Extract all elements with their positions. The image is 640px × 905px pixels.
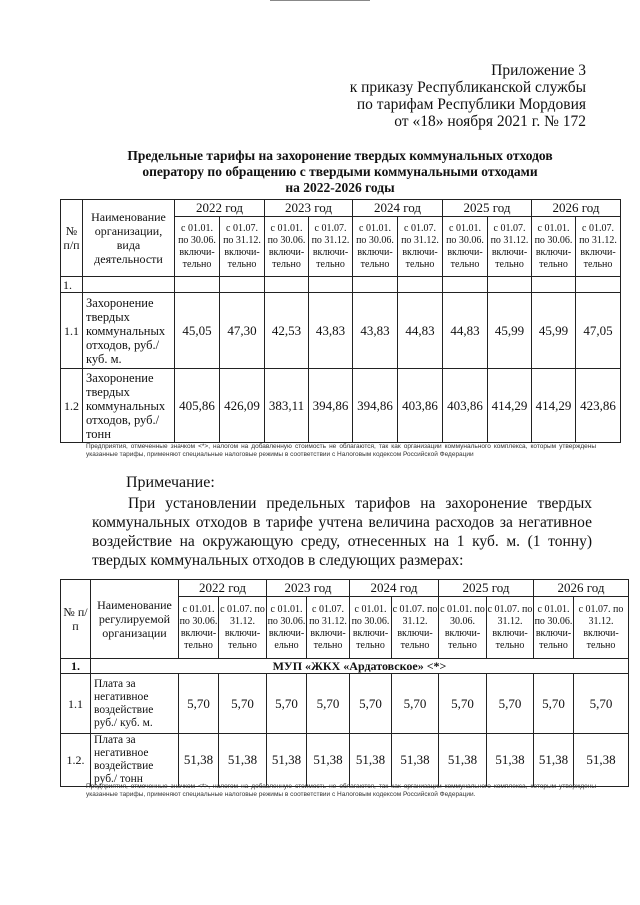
note-body (92, 494, 592, 570)
tariff-value: 42,53 (265, 293, 309, 369)
empty-cell (576, 277, 621, 293)
fee-value: 5,70 (307, 674, 350, 734)
tariff-value: 47,05 (576, 293, 621, 369)
period-header: с 01.01. по 30.06. включи-тельно (179, 597, 219, 659)
period-header: с 01.07. по 31.12. включи-тельно (392, 597, 439, 659)
tariff-value: 45,99 (488, 293, 532, 369)
tariff-table (60, 199, 621, 443)
period-header: с 01.01. по 30.06. включи-тельно (265, 217, 309, 277)
footnote: Предприятия, отмеченные значком <*>, налогом на добавленную стоимость не облагаются, так как организации коммунального комплекса, которым утверждены указанные тарифы, применяют специальные налоговые режимы в соответствии с Налоговым кодексом Российской Федерации. (86, 783, 596, 798)
table-row (61, 734, 629, 787)
row-name: Захоронение твердых коммунальных отходов, руб./ тонн (83, 369, 175, 443)
tariff-value: 383,11 (265, 369, 309, 443)
fee-value: 5,70 (439, 674, 487, 734)
empty-cell (398, 277, 443, 293)
fee-value: 5,70 (219, 674, 267, 734)
title-line: Предельные тарифы на захоронение твердых коммунальных отходов (127, 148, 553, 163)
column-header-num: № п/п (61, 580, 91, 659)
period-header: с 01.07. по 31.12. включи-тельно (219, 597, 267, 659)
fee-value: 51,38 (392, 734, 439, 787)
appendix-line: к приказу Республиканской службы (349, 79, 586, 96)
scan-top-mark (270, 0, 370, 1)
tariff-value: 43,83 (309, 293, 353, 369)
row-name: Захоронение твердых коммунальных отходов, руб./ куб. м. (83, 293, 175, 369)
table-row (61, 674, 629, 734)
period-header: с 01.07. по 31.12. включи-тельно (576, 217, 621, 277)
fee-value: 51,38 (179, 734, 219, 787)
note-text: При установлении предельных тарифов на захоронение твердых коммунальных отходов в тарифе учтена величина расходов за негативное воздействие на окружающую среду, отнесенных на 1 куб. м. (1 тонну) твердых коммунальных отходов в следующих размерах: (92, 495, 592, 569)
period-header: с 01.07. по 31.12. включи-тельно (309, 217, 353, 277)
tariff-value: 45,99 (532, 293, 576, 369)
fee-value: 5,70 (350, 674, 392, 734)
appendix-line: Приложение 3 (491, 62, 586, 79)
tariff-value: 43,83 (353, 293, 398, 369)
title-line: оператору по обращению с твердыми коммунальными отходами (142, 164, 538, 179)
year-header: 2022 год (179, 580, 267, 597)
fee-value: 5,70 (487, 674, 534, 734)
column-header-num: № п/п (61, 200, 83, 277)
year-header: 2025 год (443, 200, 532, 217)
section-num: 1. (61, 277, 83, 293)
table-row (61, 293, 621, 369)
tariff-value: 403,86 (443, 369, 488, 443)
period-header: с 01.01. по 30.06. включи-ельно (267, 597, 307, 659)
year-header: 2023 год (265, 200, 353, 217)
period-header: с 01.01. по 30.06. включи-тельно (353, 217, 398, 277)
tariff-value: 426,09 (220, 369, 265, 443)
row-num: 1.2 (61, 369, 83, 443)
empty-cell (83, 277, 175, 293)
year-header: 2025 год (439, 580, 534, 597)
empty-cell (175, 277, 220, 293)
period-header: с 01.07. по 31.12. включи-тельно (487, 597, 534, 659)
organization-name: МУП «ЖКХ «Ардатовское» <*> (91, 659, 629, 674)
tariff-value: 414,29 (532, 369, 576, 443)
fee-value: 5,70 (574, 674, 629, 734)
period-header: с 01.07. по 31.12. включи-тельно (398, 217, 443, 277)
table-row (61, 369, 621, 443)
tariff-value: 394,86 (309, 369, 353, 443)
fee-value: 5,70 (392, 674, 439, 734)
year-header: 2024 год (353, 200, 443, 217)
fee-value: 5,70 (179, 674, 219, 734)
empty-cell (532, 277, 576, 293)
period-header: с 01.07. по 31.12. включи-тельно (574, 597, 629, 659)
empty-cell (443, 277, 488, 293)
period-header: с 01.01. по 30.06. включи-тельно (439, 597, 487, 659)
title-line: на 2022-2026 годы (285, 180, 395, 195)
year-header: 2026 год (534, 580, 629, 597)
fee-value: 51,38 (219, 734, 267, 787)
fee-value: 51,38 (267, 734, 307, 787)
empty-cell (265, 277, 309, 293)
tariff-value: 394,86 (353, 369, 398, 443)
row-name: Плата за негативное воздействие руб./ куб. м. (91, 674, 179, 734)
tariff-value: 405,86 (175, 369, 220, 443)
row-num: 1.2. (61, 734, 91, 787)
impact-fee-table (60, 579, 629, 787)
row-num: 1.1 (61, 674, 91, 734)
appendix-line: по тарифам Республики Мордовия (356, 96, 586, 113)
fee-value: 51,38 (534, 734, 574, 787)
tariff-value: 47,30 (220, 293, 265, 369)
appendix-header (350, 62, 586, 130)
period-header: с 01.07. по 31.12. включи-тельно (488, 217, 532, 277)
tariff-value: 414,29 (488, 369, 532, 443)
period-header: с 01.01. по 30.06. включи-тельно (443, 217, 488, 277)
row-num: 1.1 (61, 293, 83, 369)
column-header-name: Наименование регулируемой организации (91, 580, 179, 659)
empty-cell (488, 277, 532, 293)
appendix-line: от «18» ноября 2021 г. № 172 (394, 113, 586, 130)
period-header: с 01.07. по 31.12. включи-тельно (220, 217, 265, 277)
document-title (60, 148, 620, 196)
section-num: 1. (61, 659, 91, 674)
empty-cell (353, 277, 398, 293)
year-header: 2023 год (267, 580, 350, 597)
tariff-value: 423,86 (576, 369, 621, 443)
tariff-value: 44,83 (443, 293, 488, 369)
period-header: с 01.01. по 30.06. включи-тельно (175, 217, 220, 277)
fee-value: 51,38 (307, 734, 350, 787)
year-header: 2026 год (532, 200, 621, 217)
fee-value: 51,38 (439, 734, 487, 787)
note-title: Примечание: (126, 474, 215, 491)
period-header: с 01.07. по 31.12. включи-тельно (307, 597, 350, 659)
period-header: с 01.01. по 30.06. включи-тельно (534, 597, 574, 659)
year-header: 2024 год (350, 580, 439, 597)
footnote: Предприятия, отмеченные значком <*>, налогом на добавленную стоимость не облагаются, так как организации коммунального комплекса, которым утверждены указанные тарифы, применяют специальные налоговые режимы в соответствии с Налоговым кодексом Российской Федерации (86, 443, 596, 458)
period-header: с 01.01. по 30.06. включи-тельно (532, 217, 576, 277)
column-header-name: Наименование организации, вида деятельности (83, 200, 175, 277)
fee-value: 51,38 (350, 734, 392, 787)
tariff-value: 403,86 (398, 369, 443, 443)
fee-value: 5,70 (267, 674, 307, 734)
row-name: Плата за негативное воздействие руб./ тонн (91, 734, 179, 787)
empty-cell (309, 277, 353, 293)
period-header: с 01.01. по 30.06. включи-тельно (350, 597, 392, 659)
tariff-value: 44,83 (398, 293, 443, 369)
year-header: 2022 год (175, 200, 265, 217)
fee-value: 5,70 (534, 674, 574, 734)
fee-value: 51,38 (487, 734, 534, 787)
fee-value: 51,38 (574, 734, 629, 787)
empty-cell (220, 277, 265, 293)
tariff-value: 45,05 (175, 293, 220, 369)
